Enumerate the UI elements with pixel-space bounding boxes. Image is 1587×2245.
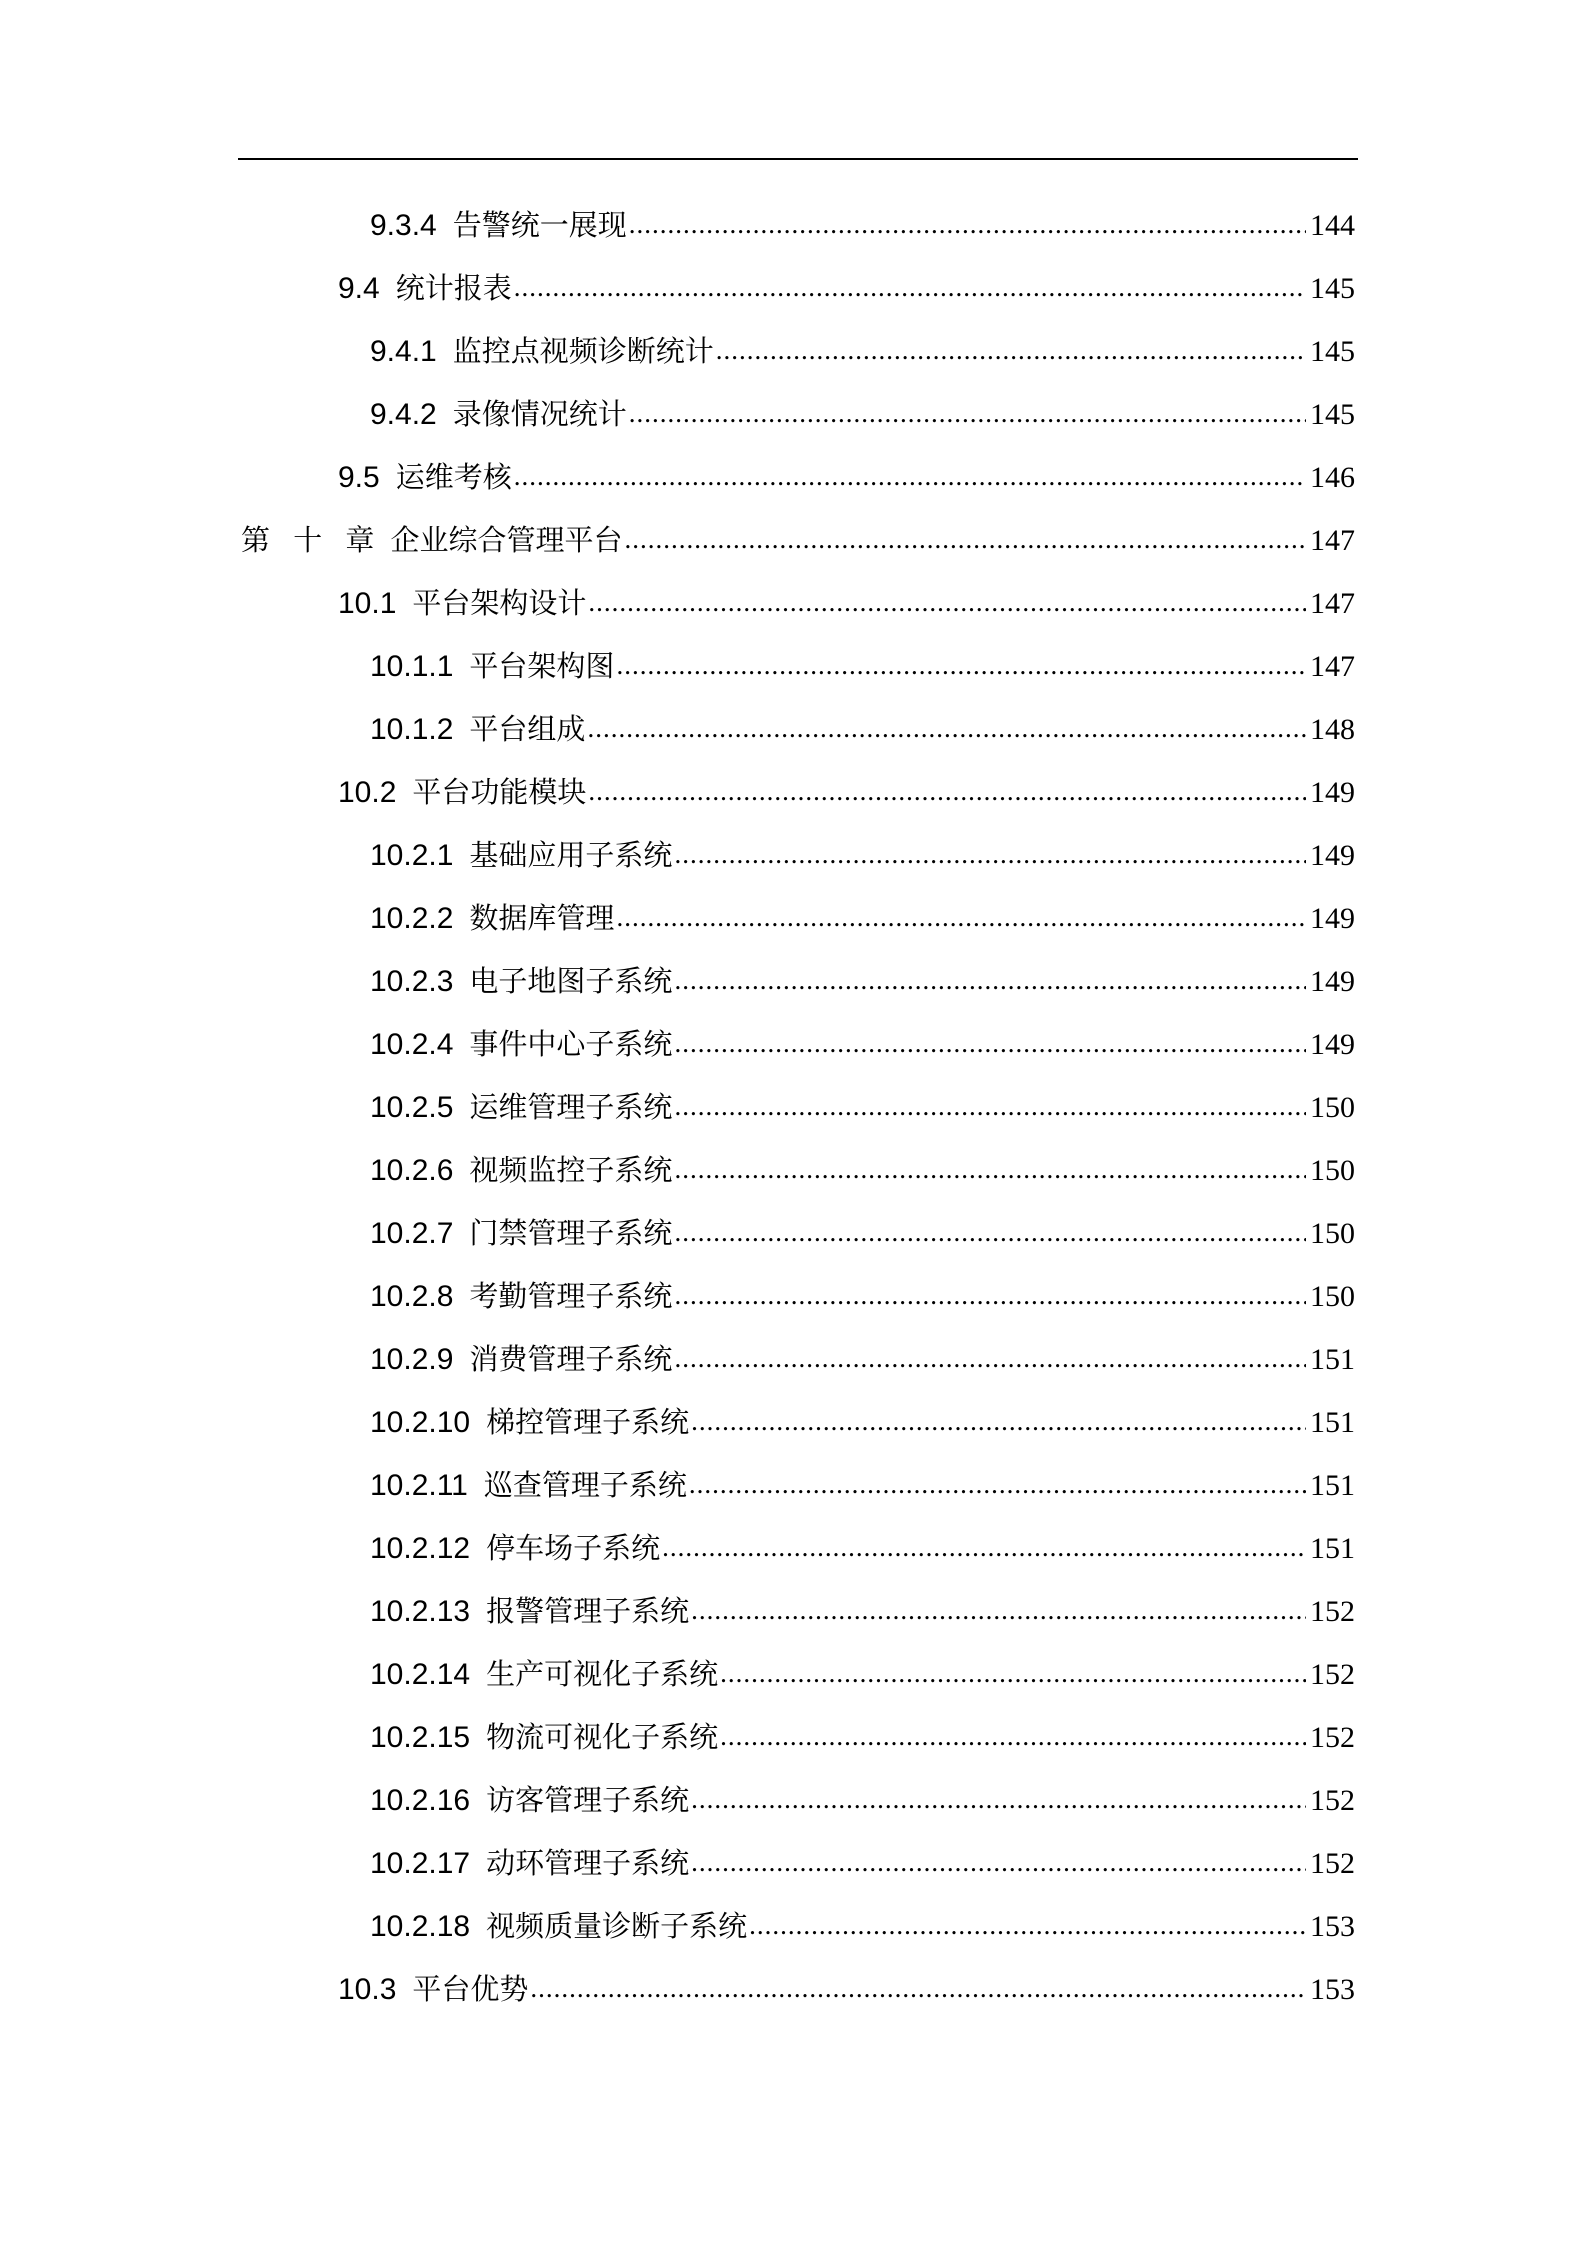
toc-entry-page: 151 bbox=[1310, 1343, 1355, 1376]
toc-entry-title: 基础应用子系统 bbox=[469, 838, 673, 872]
toc-entry[interactable] bbox=[0, 572, 1587, 635]
toc-entry-page: 151 bbox=[1310, 1469, 1355, 1502]
toc-entry-number: 10.2.4 bbox=[370, 1028, 454, 1061]
table-of-contents bbox=[0, 194, 1587, 2021]
toc-dot-leader bbox=[514, 256, 1306, 319]
toc-entry-title: 平台组成 bbox=[469, 712, 586, 746]
toc-entry-number: 10.2.16 bbox=[370, 1784, 471, 1817]
toc-entry-title: 平台功能模块 bbox=[412, 775, 587, 809]
toc-entry-page: 147 bbox=[1310, 650, 1355, 683]
toc-entry-page: 150 bbox=[1310, 1217, 1355, 1250]
toc-entry[interactable] bbox=[0, 1706, 1587, 1769]
toc-dot-leader bbox=[674, 949, 1306, 1012]
toc-dot-leader bbox=[691, 1831, 1306, 1894]
toc-dot-leader bbox=[514, 445, 1306, 508]
toc-entry[interactable] bbox=[0, 320, 1587, 383]
toc-entry-page: 148 bbox=[1310, 713, 1355, 746]
toc-dot-leader bbox=[749, 1894, 1306, 1957]
toc-dot-leader bbox=[691, 1390, 1306, 1453]
toc-entry-title: 考勤管理子系统 bbox=[469, 1279, 673, 1313]
toc-entry[interactable] bbox=[0, 1958, 1587, 2021]
toc-dot-leader bbox=[616, 634, 1306, 697]
toc-entry[interactable] bbox=[0, 1328, 1587, 1391]
toc-dot-leader bbox=[674, 1075, 1306, 1138]
toc-entry-number: 10.1 bbox=[338, 587, 397, 620]
toc-dot-leader bbox=[691, 1768, 1306, 1831]
toc-entry-number: 10.2.8 bbox=[370, 1280, 454, 1313]
toc-entry-title: 梯控管理子系统 bbox=[486, 1405, 690, 1439]
toc-dot-leader bbox=[716, 319, 1306, 382]
toc-entry-title: 消费管理子系统 bbox=[469, 1342, 673, 1376]
toc-entry-title: 动环管理子系统 bbox=[486, 1846, 690, 1880]
toc-dot-leader bbox=[720, 1642, 1306, 1705]
toc-entry[interactable] bbox=[0, 635, 1587, 698]
toc-entry[interactable] bbox=[0, 1769, 1587, 1832]
toc-entry-number: 10.2.6 bbox=[370, 1154, 454, 1187]
toc-entry[interactable] bbox=[0, 1202, 1587, 1265]
toc-entry-page: 150 bbox=[1310, 1091, 1355, 1124]
toc-entry-title: 门禁管理子系统 bbox=[469, 1216, 673, 1250]
toc-entry-number: 9.3.4 bbox=[370, 209, 437, 242]
toc-entry[interactable] bbox=[0, 1265, 1587, 1328]
toc-dot-leader bbox=[674, 1012, 1306, 1075]
toc-dot-leader bbox=[674, 1138, 1306, 1201]
toc-entry-number: 9.5 bbox=[338, 461, 380, 494]
toc-entry[interactable] bbox=[0, 1832, 1587, 1895]
toc-entry-page: 145 bbox=[1310, 272, 1355, 305]
toc-entry-title: 监控点视频诊断统计 bbox=[452, 334, 714, 368]
toc-dot-leader bbox=[616, 886, 1306, 949]
toc-entry-title: 电子地图子系统 bbox=[469, 964, 673, 998]
toc-entry-number: 10.2.7 bbox=[370, 1217, 454, 1250]
toc-entry[interactable] bbox=[0, 887, 1587, 950]
toc-entry-page: 152 bbox=[1310, 1847, 1355, 1880]
toc-entry-number: 10.3 bbox=[338, 1973, 397, 2006]
toc-entry-title: 运维管理子系统 bbox=[469, 1090, 673, 1124]
toc-entry[interactable] bbox=[0, 1076, 1587, 1139]
toc-dot-leader bbox=[530, 1957, 1306, 2020]
toc-dot-leader bbox=[691, 1579, 1306, 1642]
toc-entry[interactable] bbox=[0, 950, 1587, 1013]
toc-entry-page: 147 bbox=[1310, 524, 1355, 557]
toc-entry-title: 物流可视化子系统 bbox=[486, 1720, 719, 1754]
toc-entry-page: 145 bbox=[1310, 398, 1355, 431]
toc-entry[interactable] bbox=[0, 761, 1587, 824]
toc-dot-leader bbox=[629, 193, 1306, 256]
toc-entry-title: 事件中心子系统 bbox=[469, 1027, 673, 1061]
toc-entry-title: 平台架构设计 bbox=[412, 586, 587, 620]
toc-entry-title: 平台优势 bbox=[412, 1972, 529, 2006]
toc-chapter-title: 企业综合管理平台 bbox=[390, 523, 623, 557]
toc-entry[interactable] bbox=[0, 194, 1587, 257]
toc-dot-leader bbox=[624, 508, 1306, 571]
toc-entry-number: 10.2 bbox=[338, 776, 397, 809]
toc-entry-number: 10.2.12 bbox=[370, 1532, 471, 1565]
toc-dot-leader bbox=[662, 1516, 1306, 1579]
toc-entry-page: 153 bbox=[1310, 1910, 1355, 1943]
toc-entry-title: 视频监控子系统 bbox=[469, 1153, 673, 1187]
toc-entry[interactable] bbox=[0, 1454, 1587, 1517]
toc-entry-title: 访客管理子系统 bbox=[486, 1783, 690, 1817]
toc-dot-leader bbox=[674, 1264, 1306, 1327]
toc-entry-page: 149 bbox=[1310, 1028, 1355, 1061]
toc-entry-title: 统计报表 bbox=[395, 271, 512, 305]
toc-entry-page: 152 bbox=[1310, 1721, 1355, 1754]
toc-entry[interactable] bbox=[0, 1391, 1587, 1454]
toc-entry-title: 运维考核 bbox=[395, 460, 512, 494]
toc-entry-number: 10.2.17 bbox=[370, 1847, 471, 1880]
toc-entry-title: 数据库管理 bbox=[469, 901, 615, 935]
toc-entry[interactable] bbox=[0, 1580, 1587, 1643]
toc-entry-page: 147 bbox=[1310, 587, 1355, 620]
toc-dot-leader bbox=[674, 823, 1306, 886]
toc-entry[interactable] bbox=[0, 1643, 1587, 1706]
toc-entry-title: 录像情况统计 bbox=[452, 397, 627, 431]
toc-dot-leader bbox=[588, 760, 1306, 823]
toc-entry[interactable] bbox=[0, 383, 1587, 446]
toc-entry-number: 10.2.1 bbox=[370, 839, 454, 872]
toc-entry-number: 10.2.10 bbox=[370, 1406, 471, 1439]
toc-entry-page: 153 bbox=[1310, 1973, 1355, 2006]
toc-entry[interactable] bbox=[0, 1517, 1587, 1580]
toc-entry[interactable] bbox=[0, 257, 1587, 320]
toc-entry-title: 停车场子系统 bbox=[486, 1531, 661, 1565]
toc-entry-number: 9.4.1 bbox=[370, 335, 437, 368]
toc-entry-title: 巡查管理子系统 bbox=[483, 1468, 687, 1502]
toc-entry[interactable] bbox=[0, 1895, 1587, 1958]
toc-entry-number: 10.2.15 bbox=[370, 1721, 471, 1754]
toc-entry[interactable] bbox=[0, 446, 1587, 509]
toc-entry-number: 9.4 bbox=[338, 272, 380, 305]
toc-dot-leader bbox=[689, 1453, 1306, 1516]
toc-entry-page: 150 bbox=[1310, 1280, 1355, 1313]
toc-dot-leader bbox=[674, 1327, 1306, 1390]
toc-entry-number: 10.2.9 bbox=[370, 1343, 454, 1376]
toc-entry-page: 149 bbox=[1310, 902, 1355, 935]
toc-entry-number: 10.2.3 bbox=[370, 965, 454, 998]
toc-entry-number: 10.2.13 bbox=[370, 1595, 471, 1628]
toc-dot-leader bbox=[588, 571, 1306, 634]
toc-entry-page: 149 bbox=[1310, 776, 1355, 809]
toc-entry[interactable] bbox=[0, 824, 1587, 887]
toc-entry-number: 10.2.14 bbox=[370, 1658, 471, 1691]
toc-entry-page: 149 bbox=[1310, 839, 1355, 872]
toc-entry[interactable] bbox=[0, 698, 1587, 761]
toc-entry-page: 151 bbox=[1310, 1406, 1355, 1439]
toc-entry-number: 10.2.18 bbox=[370, 1910, 471, 1943]
toc-entry-page: 151 bbox=[1310, 1532, 1355, 1565]
toc-entry-number: 10.1.1 bbox=[370, 650, 454, 683]
toc-entry-page: 144 bbox=[1310, 209, 1355, 242]
toc-entry-number: 10.2.5 bbox=[370, 1091, 454, 1124]
toc-dot-leader bbox=[587, 697, 1306, 760]
toc-dot-leader bbox=[674, 1201, 1306, 1264]
toc-entry[interactable] bbox=[0, 1013, 1587, 1076]
toc-entry-number: 9.4.2 bbox=[370, 398, 437, 431]
toc-entry-page: 152 bbox=[1310, 1784, 1355, 1817]
toc-entry-number: 10.1.2 bbox=[370, 713, 454, 746]
toc-entry-page: 152 bbox=[1310, 1658, 1355, 1691]
toc-dot-leader bbox=[629, 382, 1306, 445]
toc-entry-page: 146 bbox=[1310, 461, 1355, 494]
toc-entry-page: 145 bbox=[1310, 335, 1355, 368]
toc-dot-leader bbox=[720, 1705, 1306, 1768]
toc-entry-number: 10.2.2 bbox=[370, 902, 454, 935]
toc-entry-number: 10.2.11 bbox=[370, 1469, 468, 1502]
toc-entry-title: 生产可视化子系统 bbox=[486, 1657, 719, 1691]
toc-entry-title: 报警管理子系统 bbox=[486, 1594, 690, 1628]
header-rule bbox=[238, 158, 1358, 160]
toc-entry[interactable] bbox=[0, 1139, 1587, 1202]
toc-entry-page: 152 bbox=[1310, 1595, 1355, 1628]
toc-chapter-label: 第 十 章 bbox=[241, 523, 375, 557]
toc-chapter-entry[interactable] bbox=[0, 509, 1587, 572]
toc-entry-title: 告警统一展现 bbox=[452, 208, 627, 242]
toc-entry-page: 150 bbox=[1310, 1154, 1355, 1187]
toc-entry-title: 平台架构图 bbox=[469, 649, 615, 683]
toc-entry-page: 149 bbox=[1310, 965, 1355, 998]
toc-entry-title: 视频质量诊断子系统 bbox=[486, 1909, 748, 1943]
